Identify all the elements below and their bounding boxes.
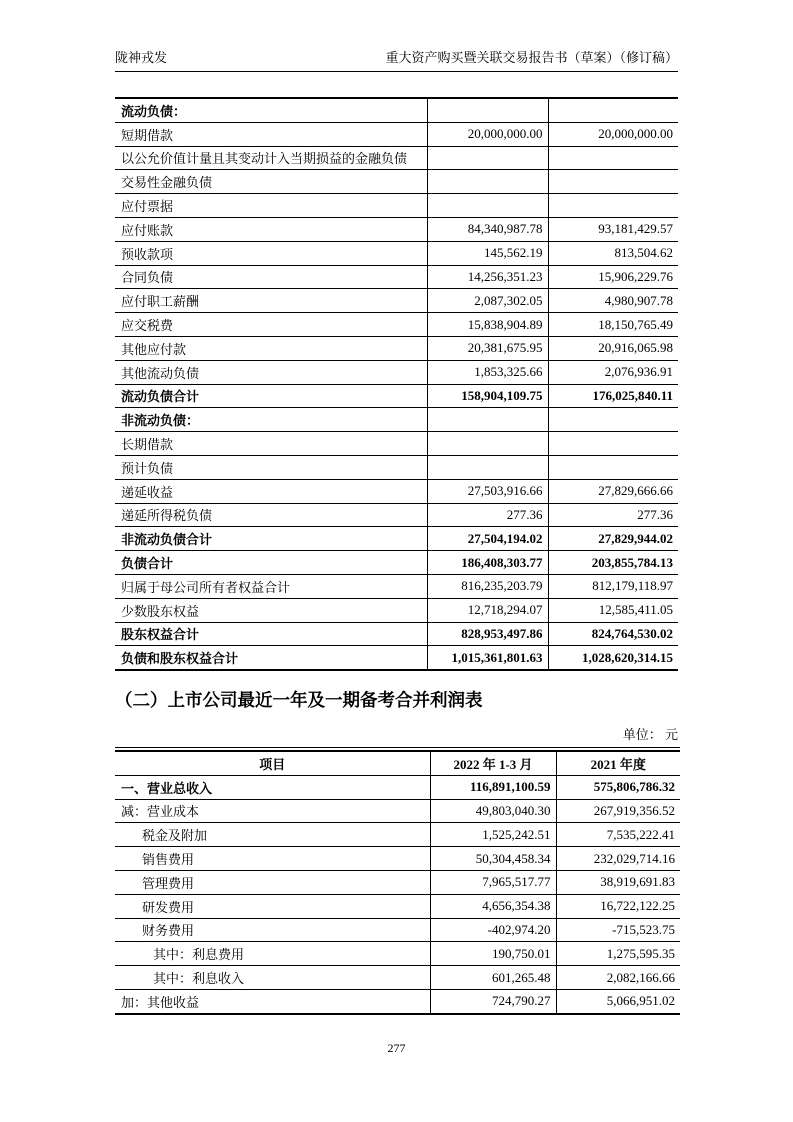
- row-value: 20,381,675.95: [427, 336, 548, 360]
- balance-table: [115, 97, 678, 671]
- header-report-title: 重大资产购买暨关联交易报告书（草案）（修订稿）: [385, 50, 678, 65]
- row-value: [548, 432, 678, 456]
- column-header-period-2021: 2021 年度: [556, 751, 680, 775]
- row-value: [427, 170, 548, 194]
- row-label: 财务费用: [115, 918, 430, 942]
- table-row: [115, 574, 678, 598]
- row-value: 12,585,411.05: [548, 598, 678, 622]
- row-label: 其中：利息费用: [115, 942, 430, 966]
- row-value: 816,235,203.79: [427, 574, 548, 598]
- row-label: 递延收益: [115, 479, 427, 503]
- balance-table-body: [115, 98, 678, 670]
- row-value: 724,790.27: [430, 989, 556, 1013]
- row-value: [427, 455, 548, 479]
- row-label: 归属于母公司所有者权益合计: [115, 574, 427, 598]
- row-value: 15,838,904.89: [427, 313, 548, 337]
- table-row: [115, 98, 678, 122]
- row-label: 交易性金融负债: [115, 170, 427, 194]
- row-label: 预计负债: [115, 455, 427, 479]
- table-row: [115, 432, 678, 456]
- table-row: [115, 265, 678, 289]
- unit-label: 单位： 元: [622, 727, 678, 742]
- row-value: 176,025,840.11: [548, 384, 678, 408]
- table-row: [115, 503, 678, 527]
- row-value: 158,904,109.75: [427, 384, 548, 408]
- row-value: [427, 408, 548, 432]
- row-label: 管理费用: [115, 870, 430, 894]
- row-value: 20,000,000.00: [427, 122, 548, 146]
- row-value: 12,718,294.07: [427, 598, 548, 622]
- row-value: [548, 455, 678, 479]
- table-row: [115, 989, 680, 1013]
- row-label: 一、营业总收入: [115, 775, 430, 799]
- row-value: [548, 146, 678, 170]
- header-divider: [115, 71, 678, 72]
- row-value: 38,919,691.83: [556, 870, 680, 894]
- row-label: 加：其他收益: [115, 989, 430, 1013]
- row-value: 190,750.01: [430, 942, 556, 966]
- row-value: 27,829,666.66: [548, 479, 678, 503]
- income-table: [115, 750, 680, 1015]
- row-label: 其中：利息收入: [115, 966, 430, 990]
- row-label: 其他应付款: [115, 336, 427, 360]
- row-value: 2,087,302.05: [427, 289, 548, 313]
- row-label: 递延所得税负债: [115, 503, 427, 527]
- row-label: 其他流动负债: [115, 360, 427, 384]
- column-header-period-2022: 2022 年 1-3 月: [430, 751, 556, 775]
- row-value: 84,340,987.78: [427, 217, 548, 241]
- table-row: [115, 217, 678, 241]
- row-value: 145,562.19: [427, 241, 548, 265]
- row-value: 575,806,786.32: [556, 775, 680, 799]
- row-value: 15,906,229.76: [548, 265, 678, 289]
- row-value: 601,265.48: [430, 966, 556, 990]
- table-row: [115, 646, 678, 670]
- row-label: 合同负债: [115, 265, 427, 289]
- row-value: 93,181,429.57: [548, 217, 678, 241]
- table-row: [115, 527, 678, 551]
- row-value: 813,504.62: [548, 241, 678, 265]
- table-row: [115, 775, 680, 799]
- row-value: -402,974.20: [430, 918, 556, 942]
- row-label: 非流动负债合计: [115, 527, 427, 551]
- table-row: [115, 384, 678, 408]
- table-row: [115, 360, 678, 384]
- row-value: 16,722,122.25: [556, 894, 680, 918]
- row-label: 少数股东权益: [115, 598, 427, 622]
- row-value: 20,000,000.00: [548, 122, 678, 146]
- row-label: 预收款项: [115, 241, 427, 265]
- row-value: 277.36: [548, 503, 678, 527]
- row-label: 以公允价值计量且其变动计入当期损益的金融负债: [115, 146, 427, 170]
- row-value: 7,965,517.77: [430, 870, 556, 894]
- row-value: [548, 170, 678, 194]
- table-row: [115, 870, 680, 894]
- row-label: 长期借款: [115, 432, 427, 456]
- table-row: [115, 170, 678, 194]
- row-label: 股东权益合计: [115, 622, 427, 646]
- table-row: [115, 313, 678, 337]
- page-number: 277: [387, 1041, 406, 1055]
- row-label: 流动负债合计: [115, 384, 427, 408]
- table-row: [115, 823, 680, 847]
- row-value: 1,525,242.51: [430, 823, 556, 847]
- row-value: 277.36: [427, 503, 548, 527]
- row-label: 应付账款: [115, 217, 427, 241]
- row-label: 负债和股东权益合计: [115, 646, 427, 670]
- row-value: 7,535,222.41: [556, 823, 680, 847]
- row-value: 1,275,595.35: [556, 942, 680, 966]
- income-table-body: [115, 775, 680, 1013]
- row-label: 应付票据: [115, 194, 427, 218]
- header-company-name: 陇神戎发: [115, 50, 168, 65]
- row-value: 267,919,356.52: [556, 799, 680, 823]
- table-row: [115, 622, 678, 646]
- row-value: [427, 146, 548, 170]
- row-value: 20,916,065.98: [548, 336, 678, 360]
- row-value: 4,656,354.38: [430, 894, 556, 918]
- row-label: 应付职工薪酬: [115, 289, 427, 313]
- row-value: 50,304,458.34: [430, 847, 556, 871]
- table-row: [115, 455, 678, 479]
- row-value: [548, 408, 678, 432]
- table-row: [115, 598, 678, 622]
- row-value: 14,256,351.23: [427, 265, 548, 289]
- table-row: [115, 336, 678, 360]
- document-header: [115, 50, 678, 66]
- section-heading: （二）上市公司最近一年及一期备考合并利润表: [115, 690, 483, 710]
- row-value: 27,503,916.66: [427, 479, 548, 503]
- row-value: 812,179,118.97: [548, 574, 678, 598]
- row-value: 27,504,194.02: [427, 527, 548, 551]
- row-value: [427, 194, 548, 218]
- table-row: [115, 894, 680, 918]
- table-row: [115, 289, 678, 313]
- row-value: 203,855,784.13: [548, 551, 678, 575]
- row-label: 税金及附加: [115, 823, 430, 847]
- table-row: [115, 479, 678, 503]
- row-label: 短期借款: [115, 122, 427, 146]
- table-row: [115, 942, 680, 966]
- row-value: 5,066,951.02: [556, 989, 680, 1013]
- table-row: [115, 146, 678, 170]
- row-value: 2,082,166.66: [556, 966, 680, 990]
- table-row: [115, 551, 678, 575]
- row-value: 232,029,714.16: [556, 847, 680, 871]
- table-row: [115, 122, 678, 146]
- row-value: [548, 194, 678, 218]
- row-label: 流动负债：: [115, 98, 427, 122]
- row-value: 18,150,765.49: [548, 313, 678, 337]
- table-row: [115, 918, 680, 942]
- row-label: 应交税费: [115, 313, 427, 337]
- table-row: [115, 241, 678, 265]
- table-row: [115, 799, 680, 823]
- income-table-header-row: [115, 751, 680, 775]
- row-value: [427, 432, 548, 456]
- table-row: [115, 408, 678, 432]
- row-value: 1,853,325.66: [427, 360, 548, 384]
- row-label: 研发费用: [115, 894, 430, 918]
- table-row: [115, 194, 678, 218]
- row-value: 824,764,530.02: [548, 622, 678, 646]
- row-value: 27,829,944.02: [548, 527, 678, 551]
- income-table-frame: [115, 747, 680, 1015]
- row-value: 1,028,620,314.15: [548, 646, 678, 670]
- table-row: [115, 847, 680, 871]
- row-value: 828,953,497.86: [427, 622, 548, 646]
- row-value: 4,980,907.78: [548, 289, 678, 313]
- row-label: 负债合计: [115, 551, 427, 575]
- row-value: 2,076,936.91: [548, 360, 678, 384]
- row-value: 1,015,361,801.63: [427, 646, 548, 670]
- row-value: 116,891,100.59: [430, 775, 556, 799]
- row-label: 减：营业成本: [115, 799, 430, 823]
- table-row: [115, 966, 680, 990]
- row-value: [548, 98, 678, 122]
- row-label: 非流动负债：: [115, 408, 427, 432]
- row-value: 49,803,040.30: [430, 799, 556, 823]
- row-value: [427, 98, 548, 122]
- column-header-item: 项目: [115, 751, 430, 775]
- row-label: 销售费用: [115, 847, 430, 871]
- row-value: 186,408,303.77: [427, 551, 548, 575]
- row-value: -715,523.75: [556, 918, 680, 942]
